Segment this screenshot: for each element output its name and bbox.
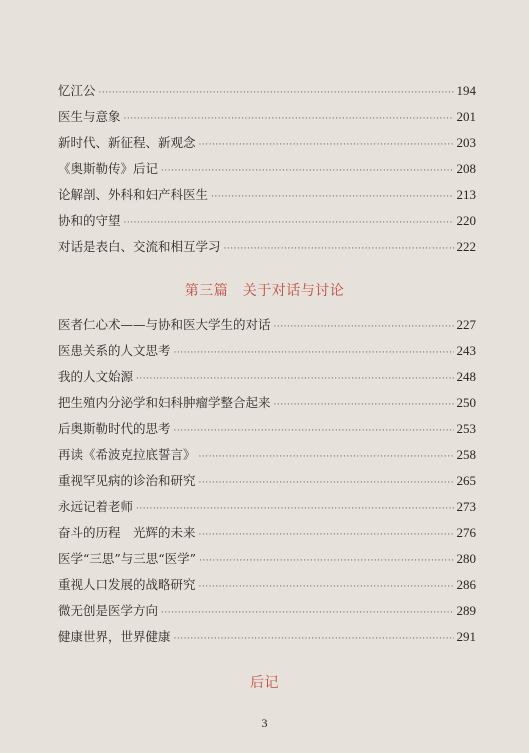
toc-entry-page-number: 258: [456, 447, 476, 462]
toc-entry: [58, 390, 476, 416]
toc-entry-title: 我的人文始源: [58, 369, 134, 384]
toc-entry: [58, 78, 476, 104]
toc-entry-page-number: 291: [456, 629, 476, 644]
toc-entry-title: 新时代、新征程、新观念: [58, 135, 196, 150]
dot-leader: [211, 184, 453, 210]
toc-entry-page-number: 222: [456, 239, 476, 254]
dot-leader: [99, 80, 454, 106]
toc-entry: [58, 208, 476, 234]
dot-leader: [199, 522, 454, 548]
toc-list-part1: [58, 78, 476, 260]
toc-entry: [58, 130, 476, 156]
toc-entry-title: 再读《希波克拉底誓言》: [58, 447, 196, 462]
toc-entry-title: 奋斗的历程 光辉的未来: [58, 525, 196, 540]
toc-entry-title: 论解剖、外科和妇产科医生: [58, 187, 209, 202]
page-number: 3: [261, 716, 268, 730]
toc-entry-title: 重视人口发展的战略研究: [58, 577, 196, 592]
toc-entry-title: 《奥斯勒传》后记: [58, 161, 159, 176]
toc-entry-page-number: 276: [456, 525, 476, 540]
toc-entry: [58, 182, 476, 208]
toc-entry-title: 忆江公: [58, 83, 96, 98]
toc-entry-title: 医患关系的人文思考: [58, 343, 171, 358]
toc-entry-title: 后奥斯勒时代的思考: [58, 421, 171, 436]
section-heading: 第三篇 关于对话与讨论: [184, 283, 345, 299]
toc-entry-title: 微无创是医学方向: [58, 603, 159, 618]
toc-entry-page-number: 289: [456, 603, 476, 618]
dot-leader: [199, 132, 454, 158]
dot-leader: [199, 574, 454, 600]
toc-entry: [58, 494, 476, 520]
toc-entry-page-number: 203: [456, 135, 476, 150]
dot-leader: [199, 444, 454, 470]
toc-entry-page-number: 280: [456, 551, 476, 566]
toc-entry: [58, 416, 476, 442]
dot-leader: [136, 496, 453, 522]
toc-entry: [58, 442, 476, 468]
toc-entry-page-number: 253: [456, 421, 476, 436]
toc-entry-title: 永远记着老师: [58, 499, 134, 514]
toc-entry-title: 健康世界，世界健康: [58, 629, 171, 644]
toc-entry-title: 医者仁心术——与协和医大学生的对话: [58, 317, 271, 332]
dot-leader: [174, 340, 454, 366]
dot-leader: [161, 600, 453, 626]
toc-entry: [58, 520, 476, 546]
toc-entry-page-number: 243: [456, 343, 476, 358]
toc-list-part2: [58, 312, 476, 650]
toc-entry: [58, 104, 476, 130]
toc-entry-page-number: 201: [456, 109, 476, 124]
toc-entry-page-number: 220: [456, 213, 476, 228]
toc-entry-title: 医生与意象: [58, 109, 121, 124]
dot-leader: [161, 158, 453, 184]
toc-entry-page-number: 208: [456, 161, 476, 176]
toc-entry-page-number: 227: [456, 317, 476, 332]
dot-leader: [199, 548, 453, 574]
toc-entry-title: 对话是表白、交流和相互学习: [58, 239, 221, 254]
toc-entry-title: 医学“三思”与三思“医学”: [58, 551, 197, 566]
dot-leader: [274, 392, 454, 418]
dot-leader: [174, 626, 454, 652]
toc-entry: [58, 312, 476, 338]
toc-entry: [58, 156, 476, 182]
toc-entry-title: 把生殖内分泌学和妇科肿瘤学整合起来: [58, 395, 271, 410]
toc-entry-page-number: 250: [456, 395, 476, 410]
toc-entry: [58, 234, 476, 260]
toc-entry: [58, 468, 476, 494]
toc-entry: [58, 624, 476, 650]
toc-entry-page-number: 248: [456, 369, 476, 384]
toc-entry: [58, 338, 476, 364]
dot-leader: [174, 418, 454, 444]
afterword-heading: 后记: [250, 675, 279, 691]
toc-entry-title: 重视罕见病的诊治和研究: [58, 473, 196, 488]
dot-leader: [136, 366, 453, 392]
toc-entry-page-number: 194: [456, 83, 476, 98]
toc-entry: [58, 546, 476, 572]
dot-leader: [199, 470, 454, 496]
dot-leader: [124, 106, 454, 132]
toc-entry-page-number: 213: [456, 187, 476, 202]
dot-leader: [224, 236, 454, 262]
dot-leader: [274, 314, 454, 340]
dot-leader: [124, 210, 454, 236]
toc-entry-title: 协和的守望: [58, 213, 121, 228]
toc-entry-page-number: 286: [456, 577, 476, 592]
toc-entry-page-number: 265: [456, 473, 476, 488]
toc-entry: [58, 598, 476, 624]
toc-entry: [58, 572, 476, 598]
toc-entry: [58, 364, 476, 390]
toc-entry-page-number: 273: [456, 499, 476, 514]
